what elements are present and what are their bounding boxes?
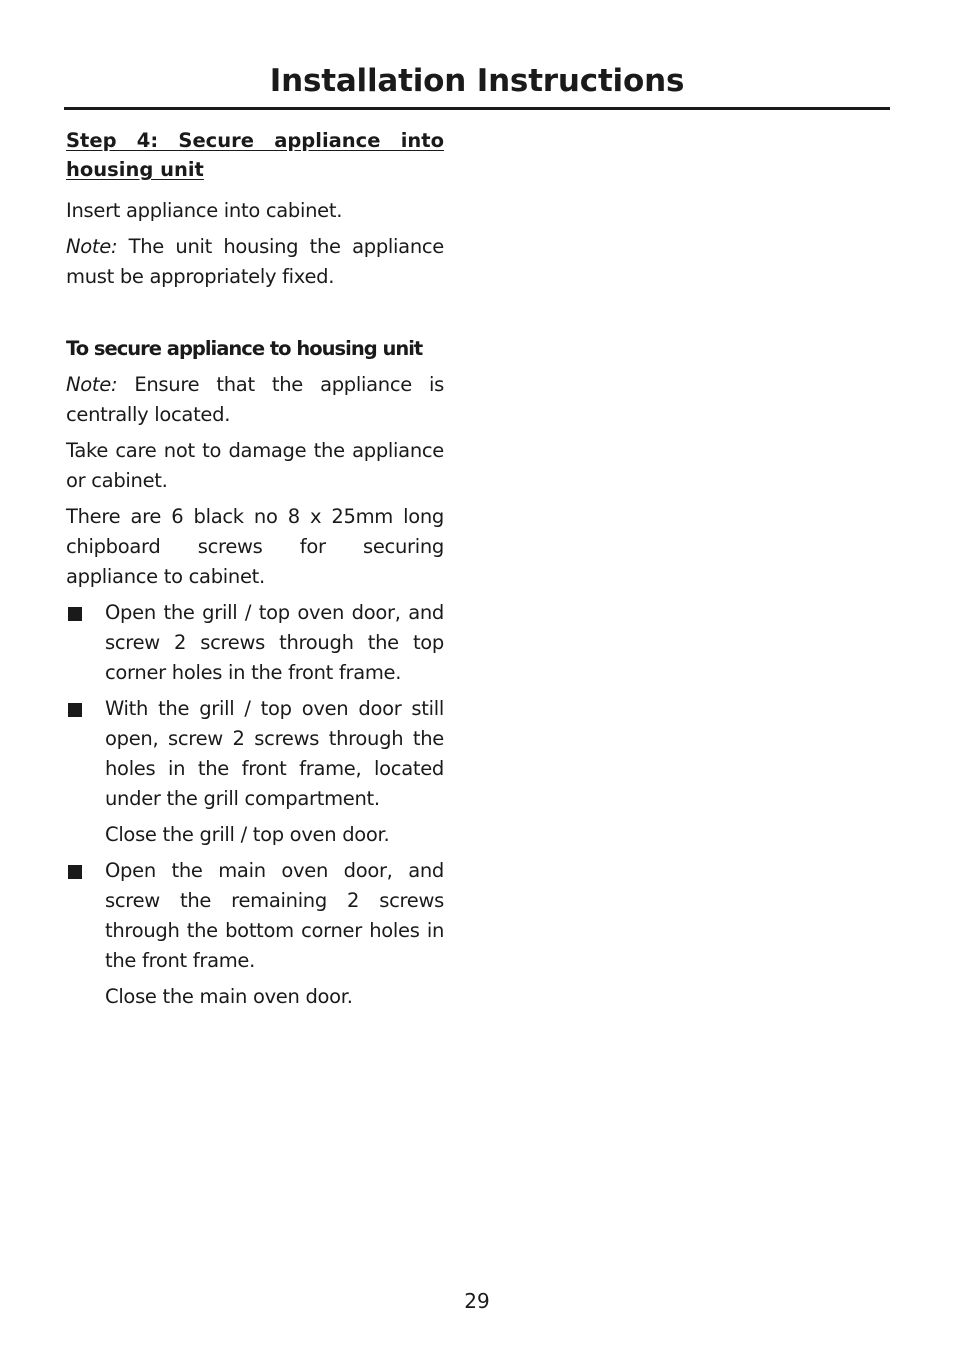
instruction-column	[66, 126, 444, 1018]
bullet-text: Open the grill / top oven door, and screw 2 screws through the top corner holes in the front frame.	[105, 601, 444, 684]
bullet-text: Open the main oven door, and screw the remaining 2 screws through the bottom corner holes in the front frame.	[105, 859, 444, 972]
note-label: Note:	[66, 373, 118, 396]
page-title: Installation Instructions	[269, 63, 685, 99]
bullet-item	[66, 598, 444, 688]
square-bullet-icon	[68, 865, 82, 879]
care-instruction: Take care not to damage the appliance or cabinet.	[66, 439, 444, 492]
square-bullet-icon	[68, 703, 82, 717]
housing-note	[66, 232, 444, 292]
follow-up-instruction: Close the grill / top oven door.	[105, 823, 390, 846]
centering-note	[66, 370, 444, 430]
note-text: Ensure that the appliance is centrally located.	[66, 373, 444, 426]
bullet-item	[66, 694, 444, 814]
page-number: 29	[464, 1289, 490, 1313]
square-bullet-icon	[68, 607, 82, 621]
bullet-text: With the grill / top oven door still open, screw 2 screws through the holes in the front frame, located under the grill compartment.	[105, 697, 444, 810]
title-divider	[64, 107, 890, 110]
bullet-item	[66, 856, 444, 976]
secure-subheading: To secure appliance to housing unit	[66, 337, 423, 360]
note-text: The unit housing the appliance must be appropriately fixed.	[66, 235, 444, 288]
screws-description: There are 6 black no 8 x 25mm long chipboard screws for securing appliance to cabinet.	[66, 505, 444, 588]
insert-instruction: Insert appliance into cabinet.	[66, 199, 343, 222]
note-label: Note:	[66, 235, 118, 258]
step-heading: Step 4: Secure appliance into housing unit	[66, 129, 444, 181]
follow-up-instruction: Close the main oven door.	[105, 985, 353, 1008]
